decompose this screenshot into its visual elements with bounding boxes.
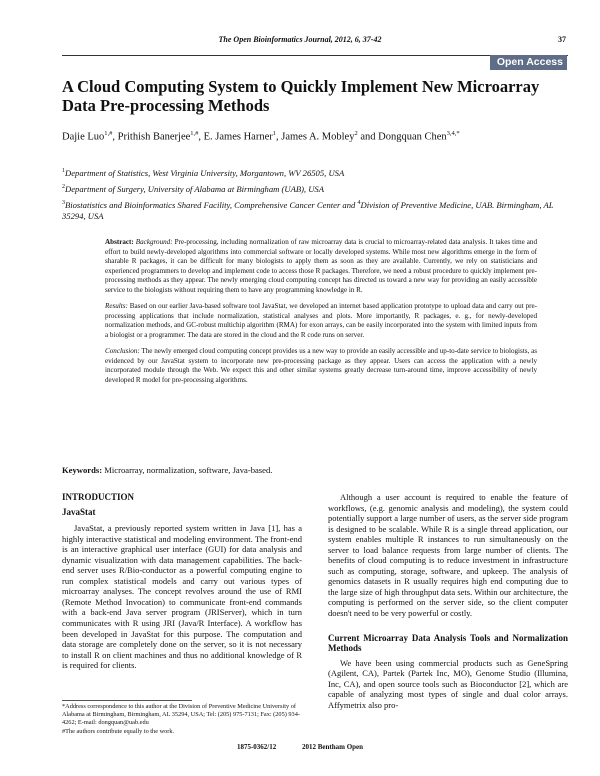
keywords-label: Keywords:: [62, 465, 103, 475]
open-access-badge: Open Access: [490, 55, 567, 70]
keywords-text: Microarray, normalization, software, Java-based.: [104, 465, 273, 475]
article-title: A Cloud Computing System to Quickly Implement New Microarray Data Pre-processing Methods: [62, 77, 540, 115]
author-name: Dajie Luo: [62, 131, 105, 143]
affiliation-text: Biostatistics and Bioinformatics Shared Facility, Comprehensive Cancer Center and: [65, 199, 358, 210]
abstract: [105, 238, 537, 392]
affiliation: [62, 166, 572, 179]
right-column: [328, 492, 568, 710]
footnotes: [62, 703, 302, 736]
affiliation-sup: 1: [62, 168, 65, 174]
left-column: [62, 492, 302, 671]
javastat-paragraph: JavaStat, a previously reported system written in Java [1], has a highly interactive statistical and modeling environment. The front-end is an interactive graphical user interface (GUI) for data analysis and dynamic visualization with data management capabilities. The back-end server uses R/Bio-conductor as a powerful computing engine to run complex statistical models and carry out various types of microarray analyses. The concept revolves around the use of RMI (Remote Method Invocation) to communicate front-end commands with a back-end Java server program (JRIServer), which in turn communicates with R using JRI (Java/R Interface). A workflow has been developed in JavaStat for this purpose. The computation and data storage are completely done on the server, so it is not necessary to install R on client machines and thus no additional knowledge of R is required for clients.: [62, 523, 302, 671]
correspondence-footnote: *Address correspondence to this author at the Division of Preventive Medicine University of Alabama at Birmingham, Birmingham, AL 35294, USA; Tel: (205) 975-7131; Fax: (205) 934-4262; E-mail: dongquan@uab.edu: [62, 703, 300, 727]
author-sup: 1,#: [190, 130, 199, 137]
author-sup: 1,#: [104, 130, 113, 137]
keywords: [62, 465, 562, 475]
author-sup: 1: [272, 130, 276, 137]
author-name: Prithish Banerjee: [117, 131, 191, 143]
author-name: E. James Harner: [203, 131, 273, 143]
body-paragraph: Although a user account is required to enable the feature of workflows, (e.g. genomic analysis and modeling), the system could potentially support a large number of users, as the server side program is designed to be scalable. While R is a single thread application, our system enables multiple R instances to run simultaneously on the server to load balance requests from large number of clients. The benefits of cloud computing is to reduce investment in infrastructure such as computing, storage, software, and upkeep. The analysis of genomics datasets in R usually requires high end computing due to the large size of high throughput data sets. Within our architecture, the computing is performed on the server side, so the client computer doesn't need to be very powerful or costly.: [328, 492, 568, 619]
abstract-label: Abstract:: [105, 238, 134, 246]
affiliation-text: Department of Surgery, University of Alabama at Birmingham (UAB), USA: [65, 183, 324, 194]
background-text: Pre-processing, including normalization of raw microarray data is crucial to microarray-related data analysis. It takes time and effort to build newly-developed algorithms into commercial software or locally developed systems. While most new algorithms emerge in the form of sharable R packages, it can be difficult for many biologists to apply them as soon as they are available. Currently, we rely on statisticians and experienced programmers to develop and implement code to access those R packages. Therefore, we need a robust procedure to quickly implement pre-processing methods as they appear. The newly emerging cloud computing concept has directed us toward a new way for providing an easily accessible service to the biologists without requiring them to have any programming knowledge in R.: [105, 238, 538, 294]
abstract-conclusion: [105, 347, 537, 385]
affiliation-text: Division of Preventive Medicine, UAB. Birmingham, AL 35294, USA: [62, 199, 554, 221]
conclusion-label: Conclusion:: [105, 346, 140, 355]
footnote-rule: [62, 700, 192, 701]
results-text: Based on our earlier Java-based software tool JavaStat, we developed an internet based application prototype to upload data and carry out pre-processing applications that include normalization, statistical analyses and plots. More importantly, R packages, e. g., for newly-developed normalization methods, and GC-robust multichip algorithm (RMA) for exon arrays, can be easily incorporated into the system with limited inputs from a biologist or a programmer. The data are stored in the cloud and the R code runs on server.: [105, 302, 537, 339]
affiliation: [62, 182, 572, 195]
affiliation-sup: 3: [62, 200, 65, 206]
author-list: Dajie Luo$^{1,\#}$, Prithish Banerjee$^{1,\#}$, E. James Harner$^1$, James A. Mobley$^2$ and Dongquan Chen$^{3,4,*}$: [62, 130, 460, 143]
introduction-heading: INTRODUCTION: [62, 492, 135, 502]
affiliation-sup: 4: [357, 200, 361, 206]
abstract-results: [105, 302, 537, 340]
tools-paragraph: We have been using commercial products such as GeneSpring (Agilent, CA), Partek (Partek Inc, MO), Genome Studio (Illumina, Inc, CA), and open source tools such as Bioconductor [2], which are capable of analyzing most types of single and dual color arrays. Affymetrix also pro-: [328, 657, 568, 710]
page-footer: [0, 743, 600, 751]
background-label: Background:: [135, 238, 173, 246]
affiliation: [62, 198, 572, 222]
author-sup: 3,4,*: [446, 130, 460, 137]
equal-contribution-footnote: #The authors contribute equally to the work.: [62, 727, 175, 735]
abstract-background: [105, 238, 537, 296]
conclusion-text: The newly emerged cloud computing concept provides us a new way to provide an easily accessible and up-to-date service to biologists, as evidenced by our JavaStat system to incorporate new pre-processing package as they appear. Users can access the application with a newly incorporated module through the Web. We expect this and other similar systems greatly decrease turn-around time, improve accessibility of newly developed R model for pre-processing algorithms.: [105, 346, 537, 384]
footer-issn: 1875-0362/12: [236, 743, 277, 751]
results-label: Results:: [105, 302, 128, 311]
author-sup: 2: [354, 130, 358, 137]
author-name: James A. Mobley: [281, 131, 355, 143]
tools-heading: Current Microarray Data Analysis Tools and Normalization Methods: [328, 632, 568, 654]
footer-publisher: 2012 Bentham Open: [301, 743, 364, 751]
author-name: Dongquan Chen: [378, 131, 447, 143]
affiliation-sup: 2: [62, 184, 65, 190]
page-number: 37: [558, 35, 566, 44]
javastat-heading: JavaStat: [62, 506, 96, 517]
affiliation-text: Department of Statistics, West Virginia University, Morgantown, WV 26505, USA: [65, 167, 345, 178]
journal-header: The Open Bioinformatics Journal, 2012, 6, 37-42: [218, 35, 382, 44]
